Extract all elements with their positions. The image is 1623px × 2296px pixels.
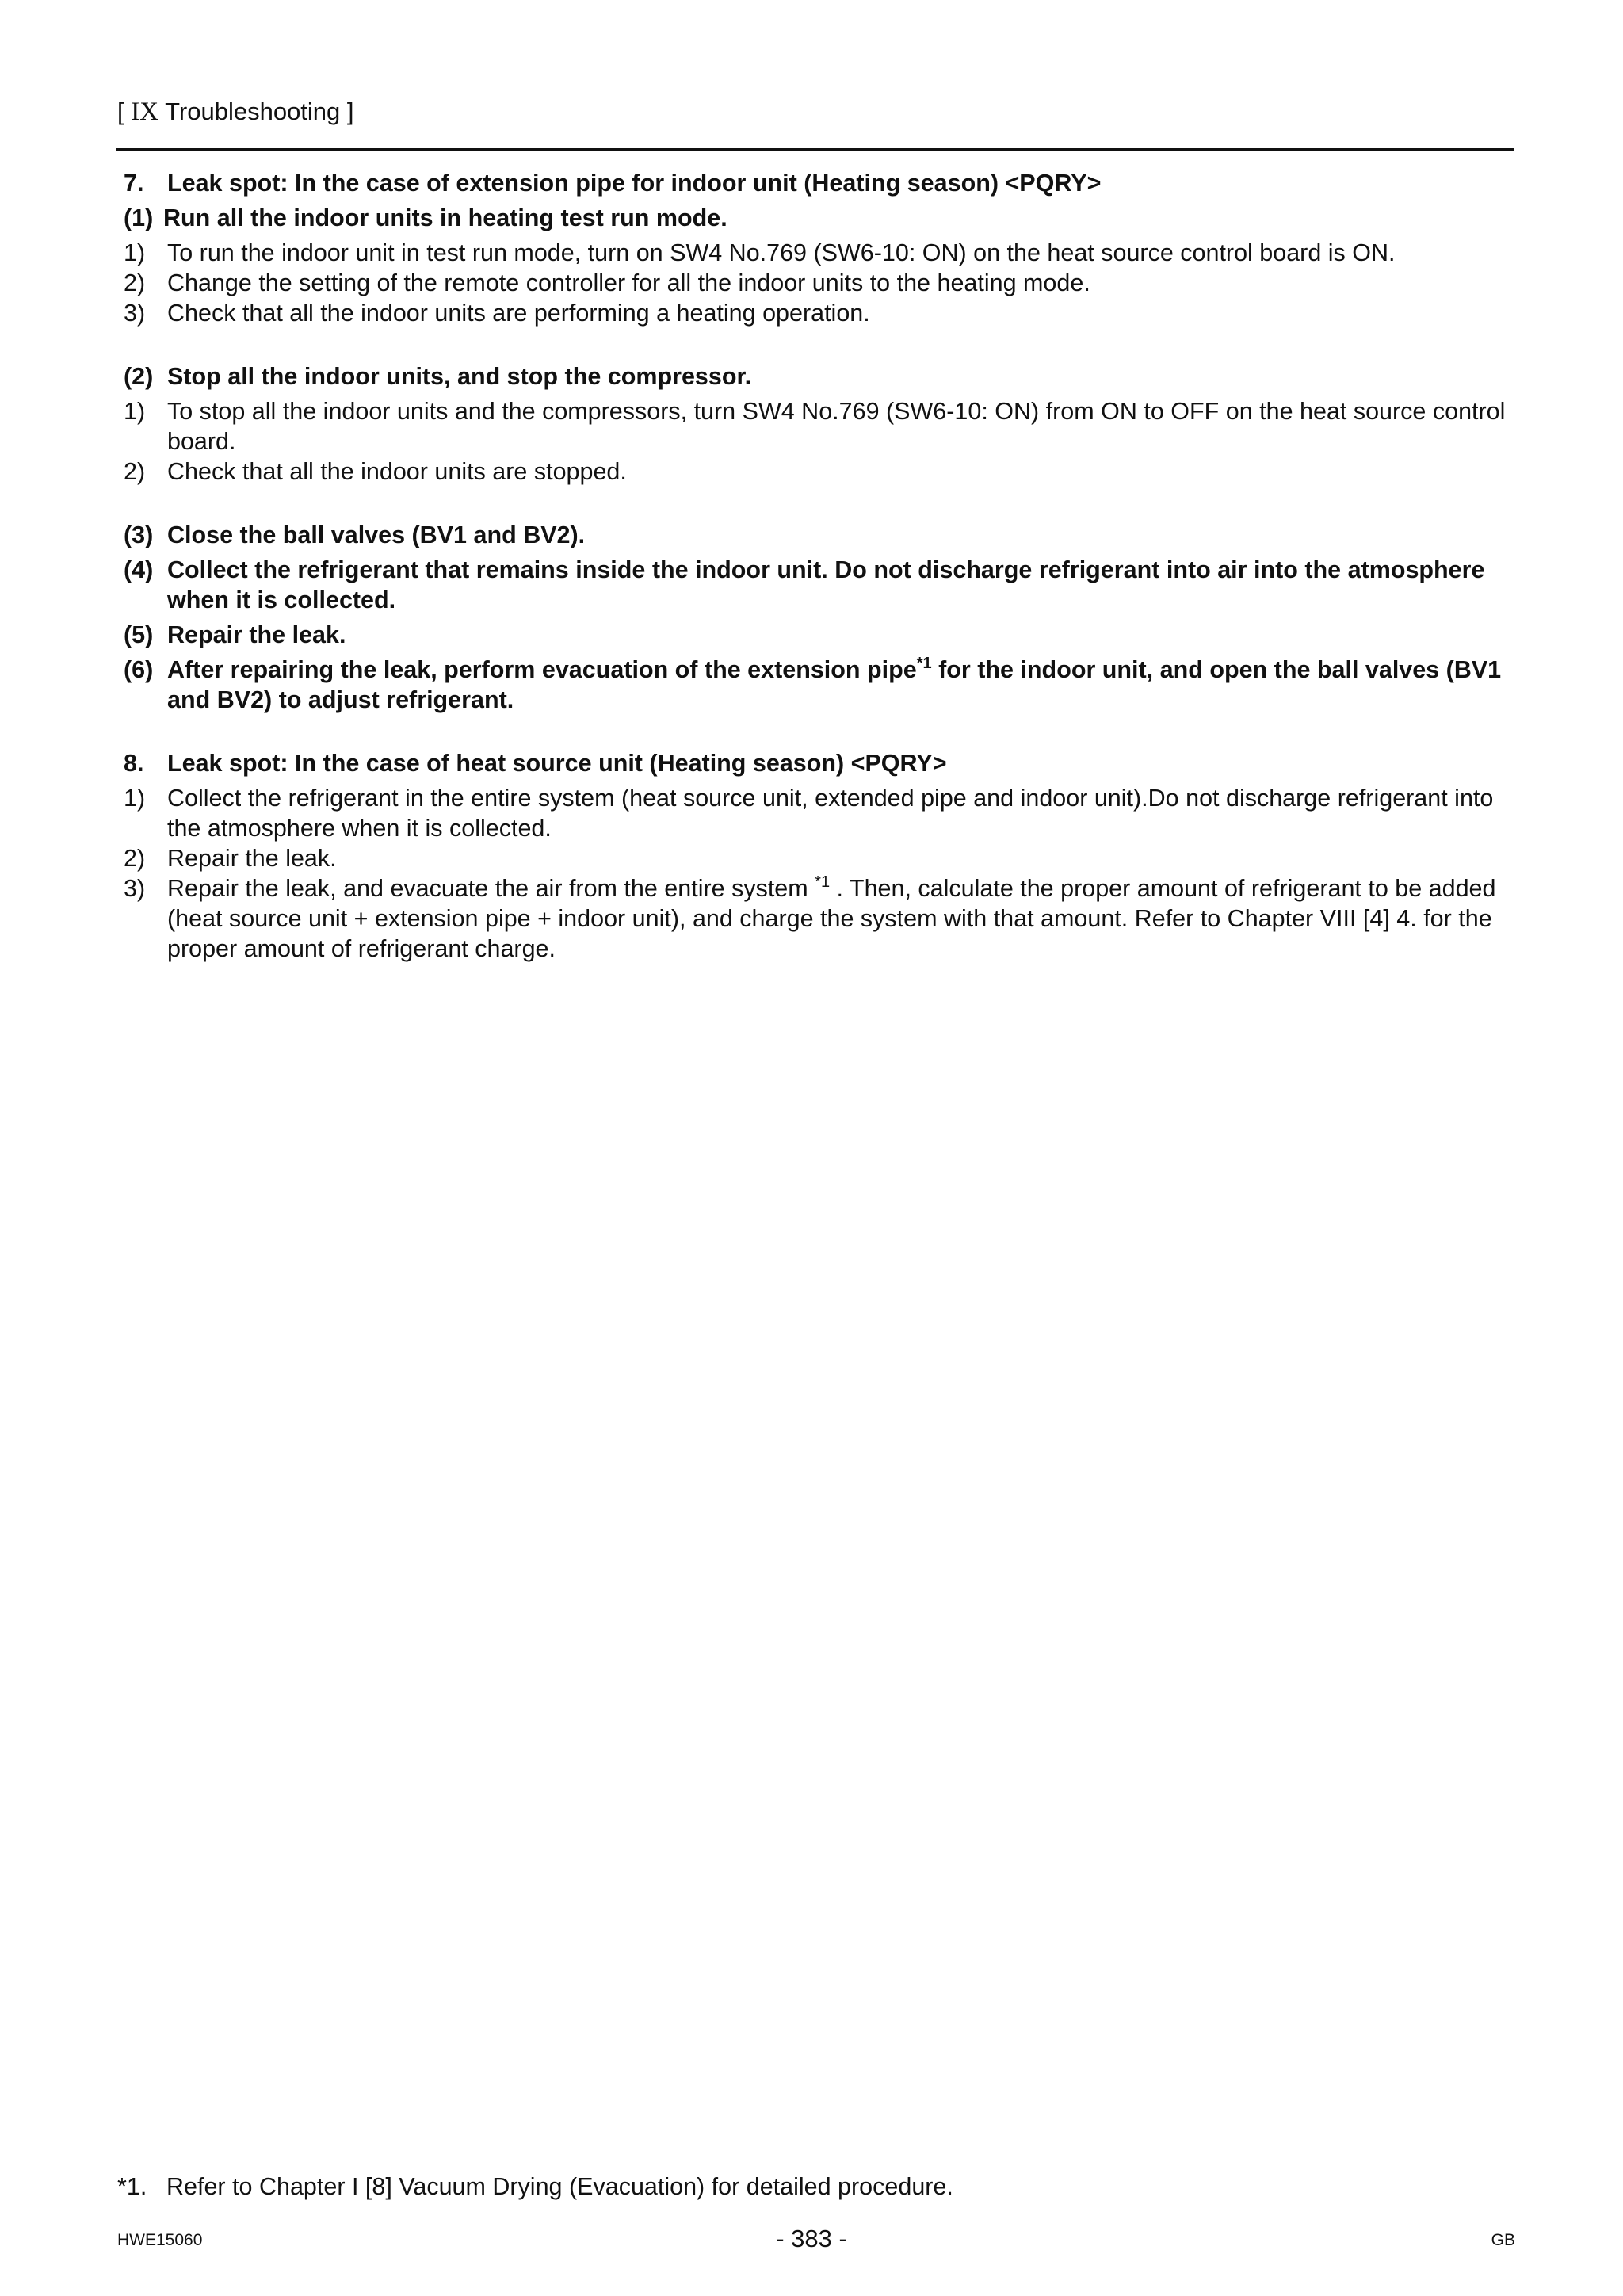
page-body <box>124 168 1515 964</box>
list-item: 1) To run the indoor unit in test run mode, turn on SW4 No.769 (SW6-10: ON) on the heat source control board is ON. <box>124 239 1396 266</box>
header-rule <box>116 148 1514 151</box>
list-item: 2) Repair the leak. <box>124 845 337 872</box>
chapter-numeral: IX <box>131 97 159 126</box>
section-8-heading: 8. Leak spot: In the case of heat source unit (Heating season) <PQRY> <box>124 750 947 777</box>
list-item: 1) Collect the refrigerant in the entire system (heat source unit, extended pipe and indoor unit).Do not discharge refrigerant into the atmosphere when it is collected. <box>124 785 1494 842</box>
step-3-heading: (3) Close the ball valves (BV1 and BV2). <box>124 521 586 548</box>
section-7-heading: 7. Leak spot: In the case of extension pipe for indoor unit (Heating season) <PQRY> <box>124 170 1102 197</box>
document-code: HWE15060 <box>117 2231 203 2249</box>
step-2-heading: (2) Stop all the indoor units, and stop the compressor. <box>124 363 752 390</box>
chapter-title: Troubleshooting <box>165 97 341 125</box>
footnote-ref: *1 <box>916 655 932 672</box>
step-6-heading: (6) After repairing the leak, perform evacuation of the extension pipe$^{*1}$ for the indoor unit, and open the ball valves (BV1 and BV2) to adjust refrigerant. <box>124 655 1502 713</box>
page-number: - 383 - <box>776 2225 847 2252</box>
step-5-heading: (5) Repair the leak. <box>124 621 346 648</box>
step-1-heading: (1) Run all the indoor units in heating test run mode. <box>124 204 727 231</box>
page-header: [ IX Troubleshooting ] <box>117 97 354 126</box>
footnote-ref: *1 <box>815 873 831 891</box>
footnote: *1. Refer to Chapter I [8] Vacuum Drying (Evacuation) for detailed procedure. <box>117 2173 953 2200</box>
step-4-heading: (4) Collect the refrigerant that remains inside the indoor unit. Do not discharge refrigerant into air into the atmosphere when it is collected. <box>124 556 1485 613</box>
list-item: 2) Change the setting of the remote controller for all the indoor units to the heating mode. <box>124 269 1090 296</box>
language-code: GB <box>1491 2231 1515 2249</box>
list-item: 3) Check that all the indoor units are performing a heating operation. <box>124 300 870 327</box>
list-item: 3) Repair the leak, and evacuate the air from the entire system $^{*1}$ . Then, calculate the proper amount of refrigerant to be added (heat source unit + extension pipe + indoor unit), and charge the system with that amount. Refer to Chapter VIII [4] 4. for the proper amount of refrigerant charge. <box>124 873 1496 962</box>
list-item: 2) Check that all the indoor units are stopped. <box>124 458 627 485</box>
list-item: 1) To stop all the indoor units and the compressors, turn SW4 No.769 (SW6-10: ON) from ON to OFF on the heat source control board. <box>124 398 1506 455</box>
